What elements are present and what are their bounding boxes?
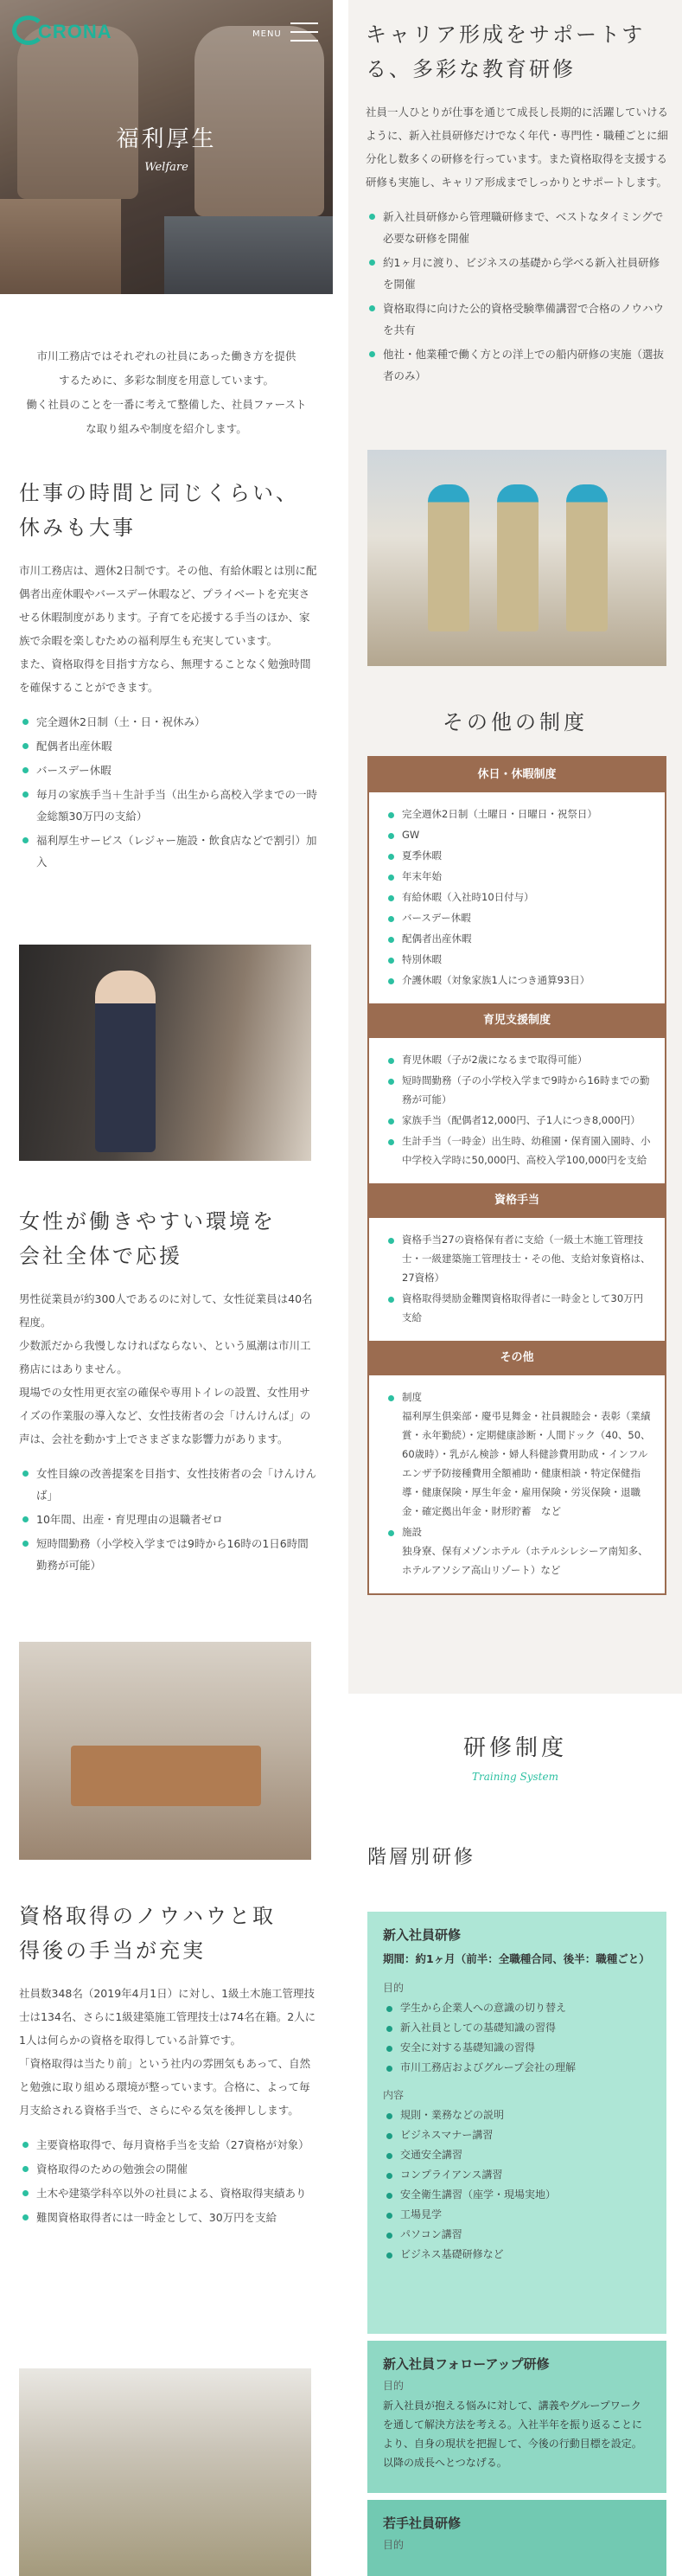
list-item: 他社・他業種で働く方との洋上での船内研修の実施（選抜者のみ） bbox=[366, 343, 668, 387]
list-item: 主要資格取得で、毎月資格手当を支給（27資格が対象） bbox=[19, 2134, 317, 2156]
hero-banner bbox=[0, 0, 333, 294]
page-subtitle: Welfare bbox=[144, 161, 188, 174]
right-column bbox=[348, 0, 682, 2576]
table-heading: その他 bbox=[369, 1341, 665, 1375]
section-holidays bbox=[19, 476, 317, 875]
section-paragraph: 「資格取得は当たり前」という社内の雰囲気もあって、自然と勉強に取り組める環境が整っています。合格に、よって毎月支給される資格手当で、さらにやる気を後押しします。 bbox=[19, 2057, 311, 2117]
list-item: 育児休暇（子が2歳になるまで取得可能） bbox=[385, 1050, 653, 1069]
list-item: 特別休暇 bbox=[385, 950, 653, 969]
bullet-list bbox=[366, 206, 668, 387]
bullet-list bbox=[385, 804, 653, 990]
other-system-title: その他の制度 bbox=[443, 710, 588, 734]
list-item: 完全週休2日制（土・日・祝休み） bbox=[19, 711, 317, 733]
level-training-title: 階層別研修 bbox=[367, 1847, 476, 1868]
photo-site-workers bbox=[367, 450, 666, 666]
table-heading: 育児支援制度 bbox=[369, 1003, 665, 1038]
card-label: 内容 bbox=[383, 2089, 405, 2101]
list-item: ビジネスマナー講習 bbox=[383, 2125, 651, 2144]
intro-line: 働く社員のことを一番に考えて整備した、社員ファースト bbox=[26, 398, 307, 411]
training-header bbox=[348, 1730, 682, 1783]
list-item: GW bbox=[385, 825, 653, 844]
section-paragraph: 社員数348名（2019年4月1日）に対し、1級土木施工管理技士は134名、さらに1級建築施工管理技士は74名在籍。2人に1人は何らかの資格を取得している計算です。 bbox=[19, 1987, 316, 2047]
bullet-list bbox=[19, 711, 317, 873]
intro-line: するために、多彩な制度を用意しています。 bbox=[58, 374, 274, 387]
list-item: バースデー休暇 bbox=[19, 759, 317, 781]
logo-text: CRONA bbox=[38, 21, 112, 42]
list-item: 福利厚生サービス（レジャー施設・飲食店などで割引）加入 bbox=[19, 830, 317, 873]
section-title: キャリア形成をサポートす る、多彩な教育研修 bbox=[366, 22, 646, 81]
list-item: パソコン講習 bbox=[383, 2225, 651, 2244]
page-title: 福利厚生 bbox=[116, 126, 217, 152]
section-paragraph: 少数派だから我慢しなければならない、という風潮は市川工務店にはありません。 bbox=[19, 1339, 311, 1375]
bullet-list bbox=[19, 2134, 317, 2228]
bullet-list bbox=[383, 1998, 651, 2077]
hamburger-menu-icon[interactable] bbox=[290, 22, 318, 43]
section-title: 仕事の時間と同じくらい、 休みも大事 bbox=[19, 481, 299, 540]
photo-study-session bbox=[19, 2368, 311, 2576]
list-item: バースデー休暇 bbox=[385, 908, 653, 927]
list-item: 介護休暇（対象家族1人につき通算93日） bbox=[385, 971, 653, 990]
list-item: 難関資格取得者には一時金として、30万円を支給 bbox=[19, 2207, 317, 2228]
list-item: 市川工務店およびグループ会社の理解 bbox=[383, 2058, 651, 2077]
list-item: 毎月の家族手当＋生計手当（出生から高校入学までの一時金総額30万円の支給） bbox=[19, 784, 317, 827]
list-item: 学生から企業人への意識の切り替え bbox=[383, 1998, 651, 2017]
list-item: 規則・業務などの説明 bbox=[383, 2105, 651, 2124]
card-label: 目的 bbox=[383, 1982, 405, 1994]
table-heading: 休日・休暇制度 bbox=[369, 758, 665, 792]
training-title: 研修制度 bbox=[462, 1735, 567, 1761]
section-paragraph: 現場での女性用更衣室の確保や専用トイレの設置、女性用サイズの作業服の導入など、女性技術者の会「けんけんば」の声は、会社を動かす上でさまざまな影響力があります。 bbox=[19, 1386, 311, 1445]
section-paragraph: 男性従業員が約300人であるのに対して、女性従業員は40名程度。 bbox=[19, 1292, 313, 1329]
section-paragraph: 市川工務店は、週休2日制です。その他、有給休暇とは別に配偶者出産休暇やバースデー休暇など、プライベートを充実させる休暇制度があります。子育てを応援する手当のほか、家族で余暇を楽しむための福利厚生も充実しています。 bbox=[19, 564, 317, 647]
intro-line: 市川工務店ではそれぞれの社員にあった働き方を提供 bbox=[36, 349, 296, 362]
training-subtitle: Training System bbox=[472, 1771, 558, 1783]
table-heading: 資格手当 bbox=[369, 1183, 665, 1218]
card-label: 目的 bbox=[383, 2539, 405, 2551]
list-item: 制度 福利厚生倶楽部・慶弔見舞金・社員親睦会・表彰（業績賞・永年勤続）・定期健康診断・人間ドック（40、50、60歳時）・乳がん検診・婦人科健診費用助成・インフルエンザ予防接種費用全額補助・健康相談・特定保健指導・健康保険・厚生年金・雇用保険・労災保険・退職金・確定拠出年金・財形貯蓄 など bbox=[385, 1387, 653, 1521]
list-item: 新入社員としての基礎知識の習得 bbox=[383, 2018, 651, 2037]
section-title: 女性が働きやすい環境を 会社全体で応援 bbox=[19, 1209, 276, 1268]
section-paragraph: 社員一人ひとりが仕事を通じて成長し長期的に活躍していけるように、新入社員研修だけでなく年代・専門性・職種ごとに細分化し数多くの研修を行っています。また資格取得を支援する研修も実施し、キャリア形成までしっかりとサポートします。 bbox=[366, 106, 669, 189]
bullet-list bbox=[383, 2105, 651, 2264]
list-item: 資格取得奨励金難関資格取得者に一時金として30万円支給 bbox=[385, 1289, 653, 1327]
list-item: 安全に対する基礎知識の習得 bbox=[383, 2038, 651, 2057]
list-item: 年末年始 bbox=[385, 867, 653, 886]
bullet-list bbox=[385, 1230, 653, 1327]
list-item: 約1ヶ月に渡り、ビジネスの基礎から学べる新入社員研修を開催 bbox=[366, 252, 668, 295]
card-period: 期間：約1ヶ月（前半：全職種合同、後半：職種ごと） bbox=[383, 1952, 650, 1965]
list-item: 資格取得のための勉強会の開催 bbox=[19, 2158, 317, 2180]
card-followup-training bbox=[367, 2341, 666, 2493]
intro-line: な取り組みや制度を紹介します。 bbox=[86, 422, 247, 435]
list-item: 夏季休暇 bbox=[385, 846, 653, 865]
card-title: 若手社員研修 bbox=[383, 2515, 462, 2531]
list-item: ビジネス基礎研修など bbox=[383, 2245, 651, 2264]
list-item: 資格取得に向けた公的資格受験準備講習で合格のノウハウを共有 bbox=[366, 298, 668, 341]
card-title: 新入社員研修 bbox=[383, 1927, 462, 1943]
menu-label[interactable]: MENU bbox=[252, 29, 282, 39]
list-item: 交通安全講習 bbox=[383, 2145, 651, 2164]
card-new-employee-training bbox=[367, 1912, 666, 2334]
section-women bbox=[19, 1204, 317, 1579]
list-item: 配偶者出産休暇 bbox=[385, 929, 653, 948]
list-item: 安全衛生講習（座学・現場実地） bbox=[383, 2185, 651, 2204]
list-item: 10年間、出産・育児理由の退職者ゼロ bbox=[19, 1509, 317, 1530]
bullet-list bbox=[385, 1050, 653, 1169]
list-item: 生計手当（一時金）出生時、幼稚園・保育園入園時、小中学校入学時に50,000円、高校入学100,000円を支給 bbox=[385, 1131, 653, 1169]
site-logo[interactable] bbox=[12, 16, 116, 45]
bullet-list bbox=[385, 1387, 653, 1580]
card-text: 新入社員が抱える悩みに対して、講義やグループワークを通して解決方法を考える。入社半年を振り返ることにより、自身の現状を把握して、今後の行動目標を設定。以降の成長へとつなげる。 bbox=[383, 2400, 643, 2469]
list-item: 新入社員研修から管理職研修まで、ベストなタイミングで必要な研修を開催 bbox=[366, 206, 668, 249]
list-item: 短時間勤務（小学校入学までは9時から16時の1日6時間勤務が可能） bbox=[19, 1533, 317, 1576]
list-item: 工場見学 bbox=[383, 2205, 651, 2224]
bullet-list bbox=[19, 1463, 317, 1576]
list-item: 配偶者出産休暇 bbox=[19, 735, 317, 757]
left-column bbox=[0, 0, 333, 2576]
section-qualifications bbox=[19, 1899, 317, 2231]
photo-women-meeting bbox=[19, 1642, 311, 1860]
list-item: 資格手当27の資格保有者に支給（一級土木施工管理技士・一級建築施工管理技士・その他、支給対象資格は、27資格） bbox=[385, 1230, 653, 1287]
section-career bbox=[366, 17, 668, 389]
list-item: 家族手当（配偶者12,000円、子1人につき8,000円） bbox=[385, 1111, 653, 1130]
list-item: 有給休暇（入社時10日付与） bbox=[385, 888, 653, 907]
card-young-employee-training bbox=[367, 2500, 666, 2576]
section-paragraph: また、資格取得を目指す方なら、無理することなく勉強時間を確保することができます。 bbox=[19, 657, 311, 694]
list-item: 土木や建築学科卒以外の社員による、資格取得実績あり bbox=[19, 2182, 317, 2204]
list-item: コンプライアンス講習 bbox=[383, 2165, 651, 2184]
list-item: 女性目線の改善提案を目指す、女性技術者の会「けんけんば」 bbox=[19, 1463, 317, 1506]
photo-man-in-office bbox=[19, 945, 311, 1161]
list-item: 短時間勤務（子の小学校入学まで9時から16時までの勤務が可能） bbox=[385, 1071, 653, 1109]
card-title: 新入社員フォローアップ研修 bbox=[383, 2356, 550, 2372]
other-system-table bbox=[367, 756, 666, 1595]
section-title: 資格取得のノウハウと取 得後の手当が充実 bbox=[19, 1904, 276, 1963]
list-item: 完全週休2日制（土曜日・日曜日・祝祭日） bbox=[385, 804, 653, 823]
card-label: 目的 bbox=[383, 2380, 405, 2392]
list-item: 施設 独身寮、保有メゾンホテル（ホテルシレシーア南知多、ホテルアソシア高山リゾート）など bbox=[385, 1522, 653, 1580]
intro-text bbox=[12, 344, 321, 441]
